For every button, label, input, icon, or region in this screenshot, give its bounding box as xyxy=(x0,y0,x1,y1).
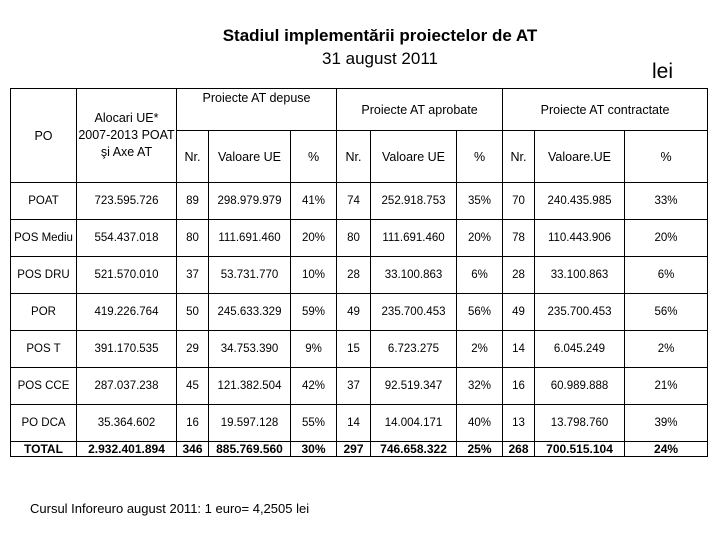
header-depuse: Proiecte AT depuse xyxy=(177,89,337,131)
table-row xyxy=(11,368,708,405)
cell-dep-val: 34.753.390 xyxy=(209,331,291,368)
cell-alocari: 419.226.764 xyxy=(77,294,177,331)
header-depuse-nr: Nr. xyxy=(177,131,209,183)
cell-con-nr: 70 xyxy=(503,183,535,220)
cell-con-nr: 49 xyxy=(503,294,535,331)
cell-apr-nr: 80 xyxy=(337,220,371,257)
cell-con-pct: 21% xyxy=(625,368,708,405)
cell-con-val: 60.989.888 xyxy=(535,368,625,405)
cell-apr-val: 235.700.453 xyxy=(371,294,457,331)
cell-con-val: 700.515.104 xyxy=(535,442,625,457)
cell-alocari: 521.570.010 xyxy=(77,257,177,294)
cell-dep-nr: 16 xyxy=(177,405,209,442)
cell-apr-pct: 56% xyxy=(457,294,503,331)
cell-dep-nr: 50 xyxy=(177,294,209,331)
cell-con-nr: 268 xyxy=(503,442,535,457)
header-aprobate: Proiecte AT aprobate xyxy=(337,89,503,131)
cell-con-pct: 20% xyxy=(625,220,708,257)
cell-con-pct: 56% xyxy=(625,294,708,331)
cell-con-pct: 2% xyxy=(625,331,708,368)
cell-dep-nr: 346 xyxy=(177,442,209,457)
header-contractate: Proiecte AT contractate xyxy=(503,89,708,131)
cell-alocari: 723.595.726 xyxy=(77,183,177,220)
cell-dep-val: 111.691.460 xyxy=(209,220,291,257)
cell-apr-pct: 32% xyxy=(457,368,503,405)
cell-con-nr: 78 xyxy=(503,220,535,257)
cell-dep-pct: 55% xyxy=(291,405,337,442)
table-total-row xyxy=(11,442,708,457)
currency-unit: lei xyxy=(652,60,674,83)
cell-po: PO DCA xyxy=(11,405,77,442)
cell-dep-nr: 29 xyxy=(177,331,209,368)
header-po: PO xyxy=(11,89,77,183)
cell-apr-pct: 20% xyxy=(457,220,503,257)
cell-dep-pct: 9% xyxy=(291,331,337,368)
cell-apr-val: 33.100.863 xyxy=(371,257,457,294)
cell-dep-val: 121.382.504 xyxy=(209,368,291,405)
cell-apr-val: 252.918.753 xyxy=(371,183,457,220)
cell-con-pct: 39% xyxy=(625,405,708,442)
cell-dep-val: 53.731.770 xyxy=(209,257,291,294)
cell-apr-nr: 74 xyxy=(337,183,371,220)
header-aprobate-pct: % xyxy=(457,131,503,183)
cell-apr-val: 92.519.347 xyxy=(371,368,457,405)
cell-dep-pct: 59% xyxy=(291,294,337,331)
header-contractate-valoare: Valoare.UE xyxy=(535,131,625,183)
cell-alocari: 287.037.238 xyxy=(77,368,177,405)
cell-apr-pct: 35% xyxy=(457,183,503,220)
table-row xyxy=(11,294,708,331)
cell-dep-pct: 10% xyxy=(291,257,337,294)
table-row xyxy=(11,257,708,294)
cell-apr-pct: 2% xyxy=(457,331,503,368)
cell-dep-nr: 89 xyxy=(177,183,209,220)
projects-table xyxy=(10,88,708,457)
cell-con-val: 6.045.249 xyxy=(535,331,625,368)
cell-po: POS DRU xyxy=(11,257,77,294)
header-contractate-nr: Nr. xyxy=(503,131,535,183)
cell-dep-val: 19.597.128 xyxy=(209,405,291,442)
cell-dep-pct: 20% xyxy=(291,220,337,257)
cell-dep-val: 885.769.560 xyxy=(209,442,291,457)
header-depuse-valoare: Valoare UE xyxy=(209,131,291,183)
cell-apr-val: 746.658.322 xyxy=(371,442,457,457)
cell-dep-pct: 30% xyxy=(291,442,337,457)
cell-con-val: 240.435.985 xyxy=(535,183,625,220)
cell-apr-pct: 6% xyxy=(457,257,503,294)
cell-dep-nr: 45 xyxy=(177,368,209,405)
cell-apr-nr: 14 xyxy=(337,405,371,442)
page-subtitle-date: 31 august 2011 xyxy=(322,49,438,68)
cell-po: POS T xyxy=(11,331,77,368)
cell-po: TOTAL xyxy=(11,442,77,457)
cell-con-val: 235.700.453 xyxy=(535,294,625,331)
cell-con-pct: 24% xyxy=(625,442,708,457)
cell-con-val: 110.443.906 xyxy=(535,220,625,257)
cell-apr-nr: 37 xyxy=(337,368,371,405)
cell-alocari: 391.170.535 xyxy=(77,331,177,368)
header-depuse-pct: % xyxy=(291,131,337,183)
table-row xyxy=(11,405,708,442)
footnote-exchange-rate: Cursul Inforeuro august 2011: 1 euro= 4,2505 lei xyxy=(30,501,310,516)
cell-con-pct: 6% xyxy=(625,257,708,294)
cell-con-nr: 28 xyxy=(503,257,535,294)
cell-con-val: 33.100.863 xyxy=(535,257,625,294)
table-row xyxy=(11,220,708,257)
cell-con-val: 13.798.760 xyxy=(535,405,625,442)
cell-apr-nr: 297 xyxy=(337,442,371,457)
cell-apr-nr: 28 xyxy=(337,257,371,294)
cell-po: POR xyxy=(11,294,77,331)
table-row xyxy=(11,183,708,220)
header-alocari: Alocari UE* 2007-2013 POAT şi Axe AT xyxy=(77,89,177,183)
header-aprobate-nr: Nr. xyxy=(337,131,371,183)
cell-apr-val: 6.723.275 xyxy=(371,331,457,368)
cell-dep-pct: 41% xyxy=(291,183,337,220)
cell-con-nr: 13 xyxy=(503,405,535,442)
cell-apr-pct: 40% xyxy=(457,405,503,442)
table-row xyxy=(11,331,708,368)
cell-con-pct: 33% xyxy=(625,183,708,220)
cell-po: POS Mediu xyxy=(11,220,77,257)
cell-apr-nr: 49 xyxy=(337,294,371,331)
cell-con-nr: 16 xyxy=(503,368,535,405)
cell-dep-val: 245.633.329 xyxy=(209,294,291,331)
cell-dep-pct: 42% xyxy=(291,368,337,405)
cell-apr-val: 111.691.460 xyxy=(371,220,457,257)
cell-alocari: 554.437.018 xyxy=(77,220,177,257)
header-aprobate-valoare: Valoare UE xyxy=(371,131,457,183)
page-title: Stadiul implementării proiectelor de AT xyxy=(222,26,538,45)
cell-alocari: 2.932.401.894 xyxy=(77,442,177,457)
cell-po: POS CCE xyxy=(11,368,77,405)
cell-apr-val: 14.004.171 xyxy=(371,405,457,442)
cell-apr-nr: 15 xyxy=(337,331,371,368)
cell-apr-pct: 25% xyxy=(457,442,503,457)
cell-dep-nr: 37 xyxy=(177,257,209,294)
cell-alocari: 35.364.602 xyxy=(77,405,177,442)
header-contractate-pct: % xyxy=(625,131,708,183)
cell-dep-nr: 80 xyxy=(177,220,209,257)
cell-con-nr: 14 xyxy=(503,331,535,368)
cell-po: POAT xyxy=(11,183,77,220)
cell-dep-val: 298.979.979 xyxy=(209,183,291,220)
